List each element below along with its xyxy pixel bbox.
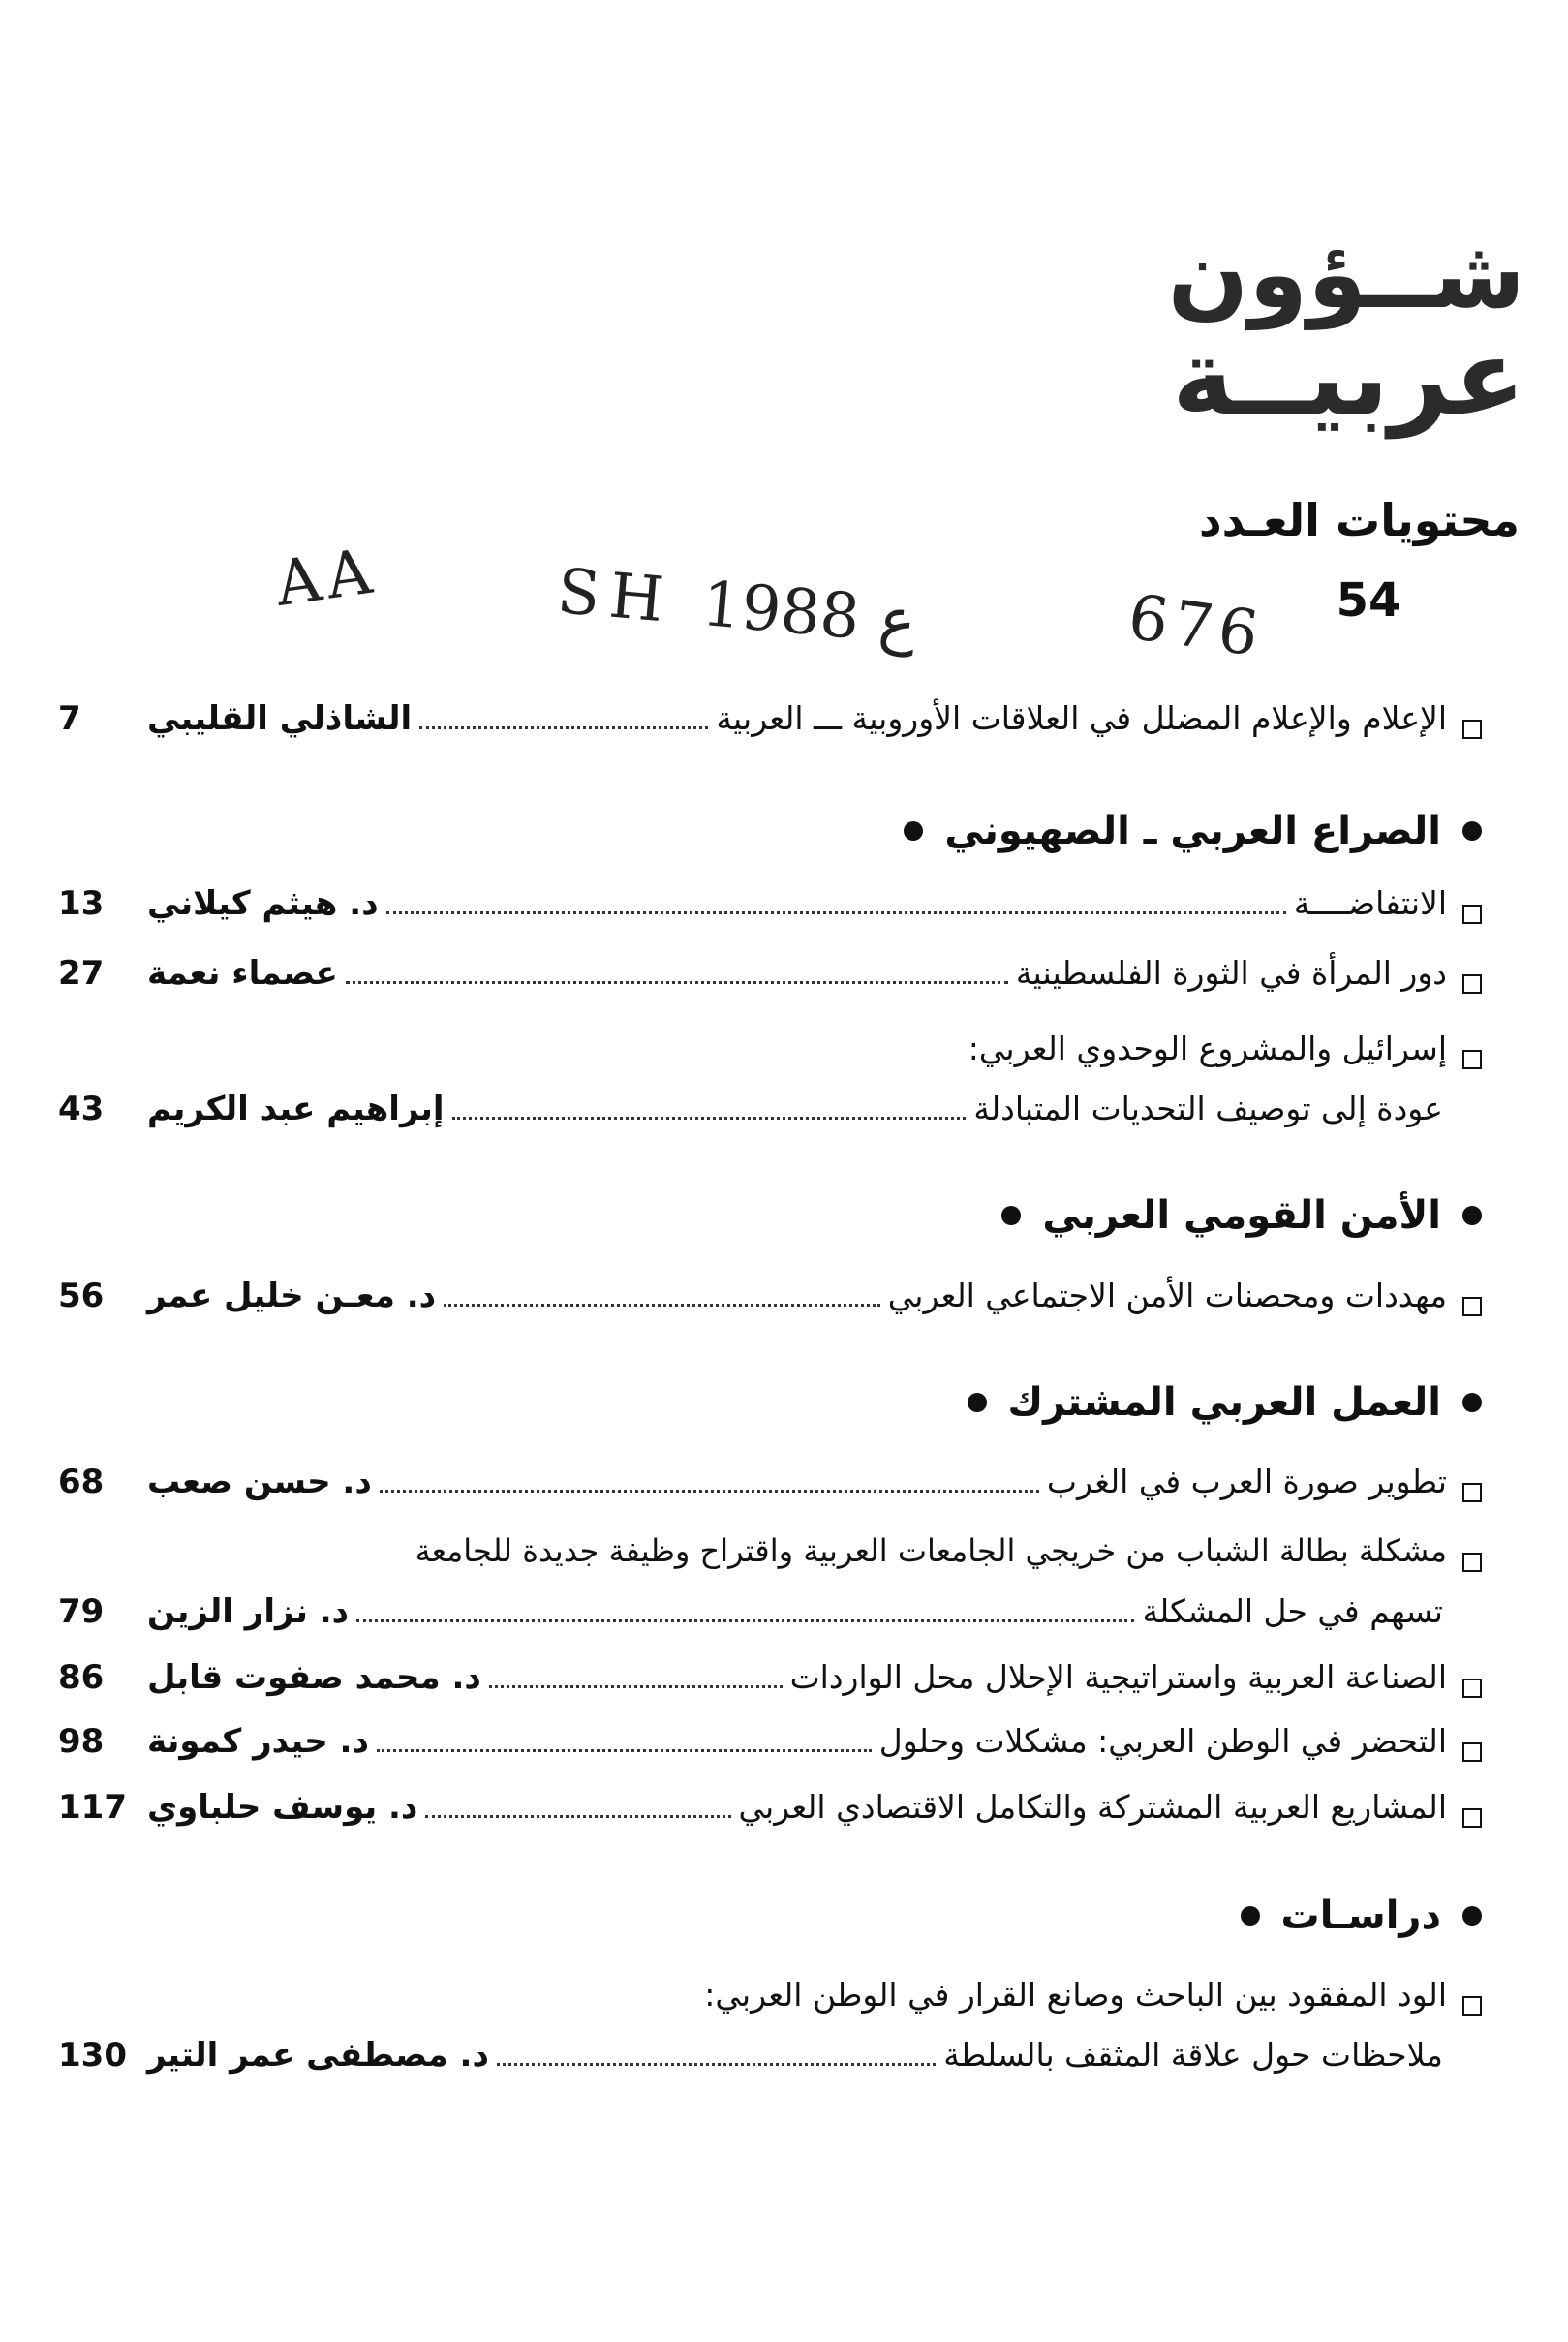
section-title: العمل العربي المشترك	[1007, 1380, 1441, 1425]
section-heading	[58, 1193, 1482, 1238]
toc-entry	[58, 1463, 1482, 1523]
toc-entry	[58, 1658, 1482, 1718]
handwritten-note: SH ع 1988	[554, 555, 919, 660]
toc-entry	[58, 1030, 1482, 1090]
entry-title-line1: الود المفقود بين الباحث وصانع القرار في الوطن العربي:	[704, 1976, 1447, 2014]
checkbox-icon	[1462, 720, 1482, 739]
toc-entry	[58, 1722, 1482, 1782]
entry-title: الانتفاضــــة	[1293, 884, 1447, 922]
entry-page: 7	[58, 699, 81, 738]
entry-title: التحضر في الوطن العربي: مشكلات وحلول	[878, 1722, 1447, 1760]
leader-dots	[489, 1685, 783, 1688]
entry-title: الإعلام والإعلام المضلل في العلاقات الأوروبية ـــ العربية	[716, 699, 1447, 737]
toc-entry-continuation	[58, 2036, 1482, 2096]
section-heading	[58, 809, 1482, 853]
entry-author: د. نزار الزين	[147, 1592, 350, 1631]
bullet-icon	[968, 1393, 987, 1412]
entry-author: د. مصطفى عمر التير	[147, 2036, 489, 2075]
entry-author: د. معـن خليل عمر	[147, 1277, 437, 1315]
entry-page: 117	[58, 1788, 127, 1827]
entry-author: د. هيثم كيلاني	[147, 884, 379, 923]
entry-page: 68	[58, 1463, 105, 1501]
entry-page: 79	[58, 1592, 105, 1631]
section-title: الصراع العربي ـ الصهيوني	[944, 809, 1441, 853]
entry-page: 130	[58, 2036, 127, 2075]
checkbox-icon	[1462, 1483, 1482, 1502]
entry-page: 13	[58, 884, 105, 923]
checkbox-icon	[1462, 1553, 1482, 1572]
bullet-icon	[1462, 1393, 1482, 1412]
entry-author: د. حسن صعب	[147, 1463, 372, 1501]
section-title: دراسـات	[1280, 1894, 1441, 1938]
bullet-icon	[1241, 1906, 1260, 1926]
entry-title: المشاريع العربية المشتركة والتكامل الاقتصادي العربي	[738, 1788, 1447, 1826]
leader-dots	[419, 726, 708, 729]
section-heading	[58, 1380, 1482, 1425]
entry-title: الصناعة العربية واستراتيجية الإحلال محل الواردات	[789, 1658, 1447, 1696]
entry-page: 43	[58, 1090, 105, 1128]
masthead-line1: شــؤون	[1167, 220, 1525, 330]
toc-entry	[58, 699, 1482, 759]
section-title: الأمن القومي العربي	[1042, 1193, 1441, 1238]
leader-dots	[380, 1490, 1039, 1493]
bullet-icon	[1462, 1906, 1482, 1926]
leader-dots	[377, 1749, 872, 1752]
checkbox-icon	[1462, 1297, 1482, 1316]
toc-entry	[58, 884, 1482, 944]
entry-title-line2: تسهم في حل المشكلة	[1142, 1592, 1443, 1630]
bullet-icon	[1001, 1206, 1021, 1225]
masthead-logo	[1167, 220, 1525, 439]
leader-dots	[452, 1117, 967, 1120]
entry-title-line2: عودة إلى توصيف التحديات المتبادلة	[973, 1090, 1443, 1127]
section-heading	[58, 1894, 1482, 1938]
checkbox-icon	[1462, 1742, 1482, 1762]
masthead-line2: عربيــة	[1172, 318, 1525, 439]
toc-entry	[58, 1976, 1482, 2036]
toc-entry	[58, 1788, 1482, 1848]
toc-entry	[58, 954, 1482, 1014]
entry-author: عصماء نعمة	[147, 954, 338, 993]
contents-title: محتويات العـدد	[1199, 494, 1520, 546]
checkbox-icon	[1462, 1996, 1482, 2016]
entry-page: 27	[58, 954, 105, 993]
toc-entry-continuation	[58, 1090, 1482, 1150]
leader-dots	[356, 1619, 1134, 1622]
leader-dots	[386, 911, 1286, 914]
handwritten-note: 676	[1123, 581, 1269, 672]
entry-page: 86	[58, 1658, 105, 1697]
bullet-icon	[1462, 1206, 1482, 1225]
entry-title-line1: مشكلة بطالة الشباب من خريجي الجامعات العربية واقتراح وظيفة جديدة للجامعة	[415, 1532, 1447, 1569]
checkbox-icon	[1462, 1679, 1482, 1698]
leader-dots	[346, 981, 1008, 984]
handwritten-note: AA	[271, 536, 383, 621]
leader-dots	[497, 2063, 936, 2066]
toc-entry	[58, 1277, 1482, 1337]
entry-title-line1: إسرائيل والمشروع الوحدوي العربي:	[968, 1030, 1447, 1067]
entry-author: د. حيدر كمونة	[147, 1722, 369, 1761]
leader-dots	[444, 1304, 880, 1307]
toc-entry-continuation	[58, 1592, 1482, 1652]
checkbox-icon	[1462, 905, 1482, 924]
leader-dots	[425, 1815, 730, 1818]
entry-author: إبراهيم عبد الكريم	[147, 1090, 445, 1128]
bullet-icon	[904, 821, 923, 841]
toc-entry	[58, 1532, 1482, 1592]
checkbox-icon	[1462, 1050, 1482, 1069]
entry-author: د. يوسف حلباوي	[147, 1788, 418, 1827]
issue-number: 54	[1336, 573, 1401, 628]
entry-page: 56	[58, 1277, 105, 1315]
entry-title: تطوير صورة العرب في الغرب	[1046, 1463, 1447, 1500]
entry-title: مهددات ومحصنات الأمن الاجتماعي العربي	[887, 1277, 1447, 1314]
checkbox-icon	[1462, 974, 1482, 994]
checkbox-icon	[1462, 1808, 1482, 1828]
bullet-icon	[1462, 821, 1482, 841]
entry-author: الشاذلي القليبي	[147, 699, 413, 738]
entry-title-line2: ملاحظات حول علاقة المثقف بالسلطة	[943, 2036, 1443, 2074]
entry-author: د. محمد صفوت قابل	[147, 1658, 481, 1697]
entry-title: دور المرأة في الثورة الفلسطينية	[1015, 954, 1447, 992]
entry-page: 98	[58, 1722, 105, 1761]
